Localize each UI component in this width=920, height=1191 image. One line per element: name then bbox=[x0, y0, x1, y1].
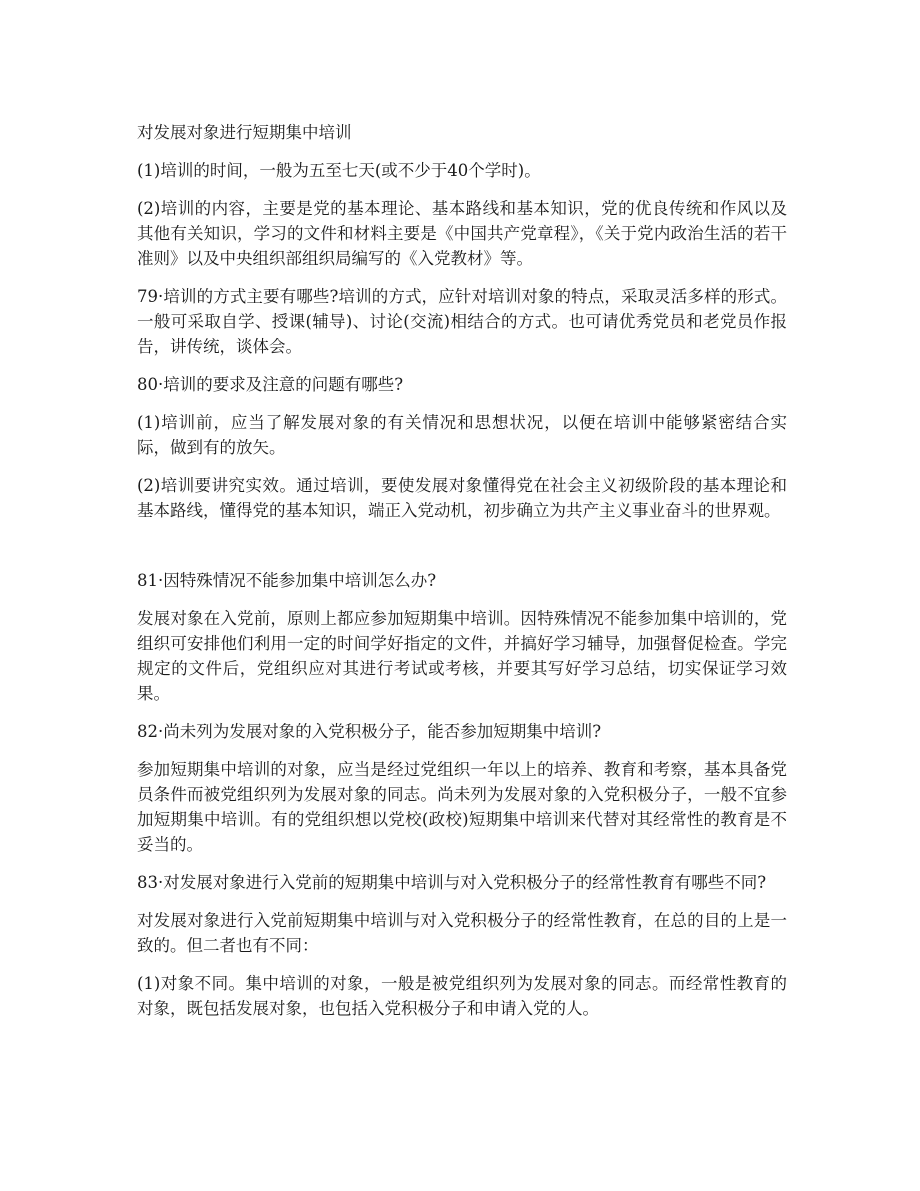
section-heading: 对发展对象进行短期集中培训 bbox=[137, 123, 352, 142]
question-80: 80·培训的要求及注意的问题有哪些? bbox=[137, 375, 404, 394]
paragraph-effectiveness: (2)培训要讲究实效。通过培训，要使发展对象懂得党在社会主义初级阶段的基本理论和基本路线，懂得党的基本知识，端正入党动机，初步确立为共产主义事业奋斗的世界观。 bbox=[137, 476, 787, 520]
answer-83-point-1: (1)对象不同。集中培训的对象，一般是被党组织列为发展对象的同志。而经常性教育的对象，既包括发展对象，也包括入党积极分子和申请入党的人。 bbox=[137, 974, 787, 1018]
question-82: 82·尚未列为发展对象的入党积极分子，能否参加短期集中培训? bbox=[137, 722, 602, 741]
paragraph-training-time: (1)培训的时间，一般为五至七天(或不少于40个学时)。 bbox=[137, 161, 541, 180]
question-81: 81·因特殊情况不能参加集中培训怎么办? bbox=[137, 571, 437, 590]
blank-spacer bbox=[137, 536, 787, 568]
question-83: 83·对发展对象进行入党前的短期集中培训与对入党积极分子的经常性教育有哪些不同? bbox=[137, 873, 767, 892]
paragraph-before-training: (1)培训前，应当了解发展对象的有关情况和思想状况，以便在培训中能够紧密结合实际，做到有的放矢。 bbox=[137, 413, 787, 457]
answer-82: 参加短期集中培训的对象，应当是经过党组织一年以上的培养、教育和考察，基本具备党员条件而被党组织列为发展对象的同志。尚未列为发展对象的入党积极分子，一般不宜参加短期集中培训。有的党组织想以党校(政校)短期集中培训来代替对其经常性的教育是不妥当的。 bbox=[137, 760, 787, 854]
answer-81: 发展对象在入党前，原则上都应参加短期集中培训。因特殊情况不能参加集中培训的，党组织可安排他们利用一定的时间学好指定的文件，并搞好学习辅导，加强督促检查。学完规定的文件后，党组织应对其进行考试或考核，并要其写好学习总结，切实保证学习效果。 bbox=[137, 609, 787, 703]
paragraph-q79: 79·培训的方式主要有哪些?培训的方式，应针对培训对象的特点，采取灵活多样的形式。一般可采取自学、授课(辅导)、讨论(交流)相结合的方式。也可请优秀党员和老党员作报告，讲传统，谈体会。 bbox=[137, 287, 787, 356]
document-body bbox=[137, 120, 787, 1034]
paragraph-training-content: (2)培训的内容，主要是党的基本理论、基本路线和基本知识，党的优良传统和作风以及其他有关知识，学习的文件和材料主要是《中国共产党章程》，《关于党内政治生活的若干准则》以及中央组织部组织局编写的《入党教材》等。 bbox=[137, 199, 787, 268]
answer-83-intro: 对发展对象进行入党前短期集中培训与对入党积极分子的经常性教育，在总的目的上是一致的。但二者也有不同： bbox=[137, 911, 787, 955]
